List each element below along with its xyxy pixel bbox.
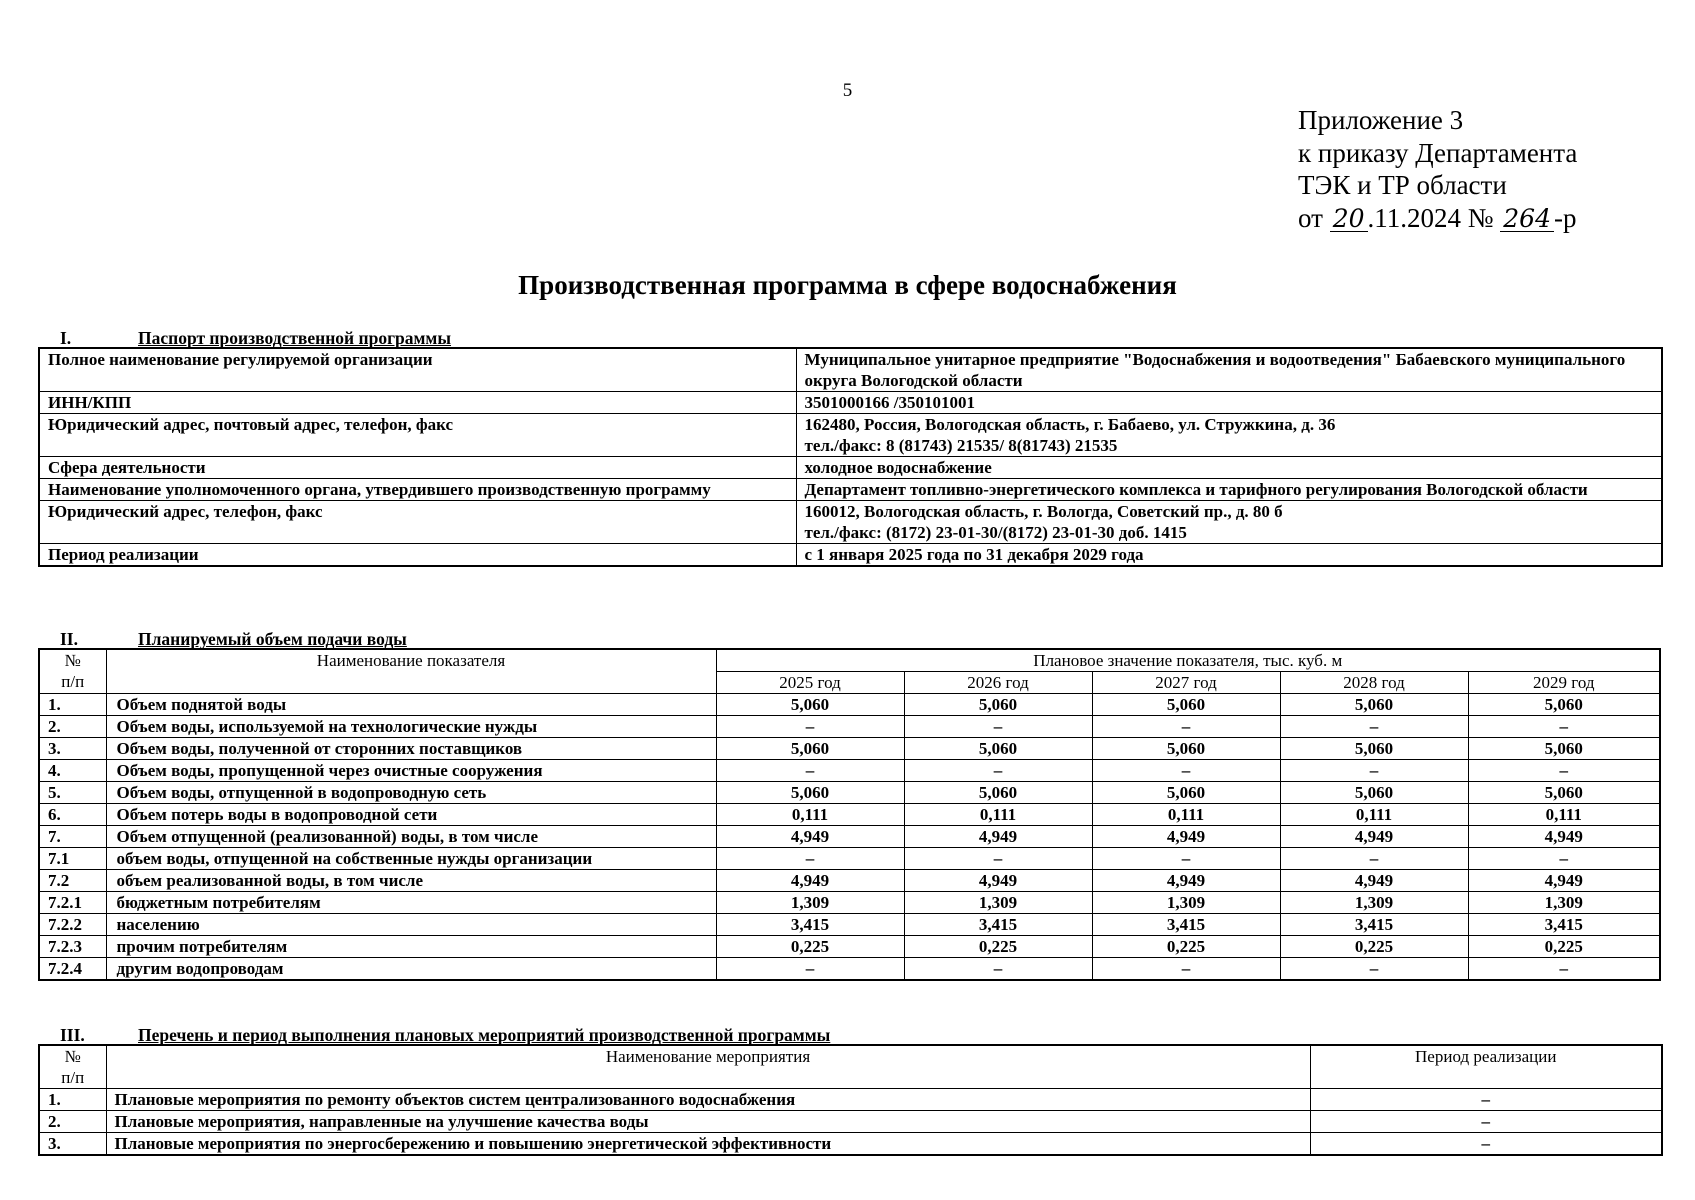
indicator-value: 0,225 bbox=[1280, 936, 1468, 958]
table-row bbox=[39, 760, 1660, 782]
passport-value: с 1 января 2025 года по 31 декабря 2029 года bbox=[796, 544, 1662, 567]
indicator-value: – bbox=[1280, 848, 1468, 870]
indicator-value: 0,111 bbox=[716, 804, 904, 826]
table-row bbox=[39, 958, 1660, 981]
row-number: 7.2.4 bbox=[39, 958, 106, 981]
event-name: Плановые мероприятия, направленные на улучшение качества воды bbox=[106, 1111, 1310, 1133]
indicator-value: – bbox=[904, 716, 1092, 738]
indicator-value: – bbox=[1468, 760, 1660, 782]
address-line: 162480, Россия, Вологодская область, г. Бабаево, ул. Стружкина, д. 36 bbox=[804, 415, 1336, 434]
passport-label: Юридический адрес, телефон, факс bbox=[39, 501, 796, 544]
header-row bbox=[39, 649, 1660, 672]
table-row bbox=[39, 457, 1662, 479]
indicator-value: 5,060 bbox=[1092, 694, 1280, 716]
indicator-name: бюджетным потребителям bbox=[106, 892, 716, 914]
indicator-value: 5,060 bbox=[1468, 738, 1660, 760]
table-row bbox=[39, 716, 1660, 738]
passport-value: холодное водоснабжение bbox=[796, 457, 1662, 479]
handwritten-order-number: 264 bbox=[1500, 207, 1554, 232]
indicator-value: 0,111 bbox=[1092, 804, 1280, 826]
header-row bbox=[39, 1045, 1662, 1089]
indicator-value: 0,225 bbox=[716, 936, 904, 958]
indicator-value: – bbox=[716, 716, 904, 738]
indicator-value: – bbox=[1468, 848, 1660, 870]
indicator-name: другим водопроводам bbox=[106, 958, 716, 981]
indicator-value: 0,225 bbox=[1468, 936, 1660, 958]
indicator-value: 5,060 bbox=[716, 782, 904, 804]
indicator-value: 0,111 bbox=[1468, 804, 1660, 826]
table-row bbox=[39, 544, 1662, 567]
indicator-value: 0,225 bbox=[904, 936, 1092, 958]
row-number: 7.2.1 bbox=[39, 892, 106, 914]
section-2-heading bbox=[60, 629, 407, 650]
order-number-suffix: -р bbox=[1554, 202, 1577, 233]
passport-label: Наименование уполномоченного органа, утвердившего производственную программу bbox=[39, 479, 796, 501]
indicator-value: 4,949 bbox=[1468, 826, 1660, 848]
indicator-value: 3,415 bbox=[1280, 914, 1468, 936]
table-row bbox=[39, 804, 1660, 826]
row-number: 7.2.3 bbox=[39, 936, 106, 958]
passport-label: Юридический адрес, почтовый адрес, телефон, факс bbox=[39, 414, 796, 457]
indicator-value: – bbox=[1092, 848, 1280, 870]
row-number: 2. bbox=[39, 716, 106, 738]
column-header-number: № п/п bbox=[39, 649, 106, 694]
indicator-name: объем воды, отпущенной на собственные нужды организации bbox=[106, 848, 716, 870]
indicator-value: 5,060 bbox=[1092, 738, 1280, 760]
column-header-number: № п/п bbox=[39, 1045, 106, 1089]
passport-value: Муниципальное унитарное предприятие "Водоснабжения и водоотведения" Бабаевского муниципального округа Вологодской области bbox=[796, 348, 1662, 392]
indicator-name: Объем воды, пропущенной через очистные сооружения bbox=[106, 760, 716, 782]
table-row bbox=[39, 870, 1660, 892]
indicator-value: 5,060 bbox=[904, 694, 1092, 716]
indicator-name: Объем воды, полученной от сторонних поставщиков bbox=[106, 738, 716, 760]
passport-label: Полное наименование регулируемой организации bbox=[39, 348, 796, 392]
indicator-value: 0,111 bbox=[904, 804, 1092, 826]
table-row bbox=[39, 892, 1660, 914]
indicator-value: – bbox=[1468, 958, 1660, 981]
row-number: 1. bbox=[39, 694, 106, 716]
appendix-line-3: ТЭК и ТР области bbox=[1298, 170, 1507, 200]
appendix-order-line bbox=[1298, 202, 1577, 235]
passport-value bbox=[796, 414, 1662, 457]
handwritten-day: 20 bbox=[1330, 207, 1368, 232]
table-row bbox=[39, 1111, 1662, 1133]
indicator-value: 5,060 bbox=[1280, 738, 1468, 760]
indicator-name: Объем поднятой воды bbox=[106, 694, 716, 716]
address-line: 160012, Вологодская область, г. Вологда, Советский пр., д. 80 б bbox=[804, 502, 1283, 521]
section-1-heading bbox=[60, 328, 451, 349]
indicator-value: 1,309 bbox=[716, 892, 904, 914]
row-number: 7.2.2 bbox=[39, 914, 106, 936]
section-3-number: III. bbox=[60, 1025, 85, 1045]
indicator-value: 4,949 bbox=[716, 870, 904, 892]
indicator-name: Объем воды, используемой на технологические нужды bbox=[106, 716, 716, 738]
indicator-name: объем реализованной воды, в том числе bbox=[106, 870, 716, 892]
indicator-value: 0,111 bbox=[1280, 804, 1468, 826]
indicator-value: – bbox=[1092, 760, 1280, 782]
indicator-value: 5,060 bbox=[904, 738, 1092, 760]
date-rest: .11.2024 № bbox=[1367, 202, 1494, 233]
indicator-value: 5,060 bbox=[1468, 782, 1660, 804]
indicator-value: – bbox=[716, 760, 904, 782]
indicator-value: 4,949 bbox=[904, 870, 1092, 892]
event-name: Плановые мероприятия по ремонту объектов систем централизованного водоснабжения bbox=[106, 1089, 1310, 1111]
indicator-name: Объем отпущенной (реализованной) воды, в том числе bbox=[106, 826, 716, 848]
indicator-value: 1,309 bbox=[1280, 892, 1468, 914]
water-supply-table bbox=[38, 648, 1661, 981]
indicator-value: 5,060 bbox=[1280, 782, 1468, 804]
section-3-title: Перечень и период выполнения плановых мероприятий производственной программы bbox=[138, 1025, 831, 1045]
passport-value bbox=[796, 501, 1662, 544]
indicator-value: 0,225 bbox=[1092, 936, 1280, 958]
row-number: 2. bbox=[39, 1111, 106, 1133]
row-number: 7.1 bbox=[39, 848, 106, 870]
indicator-value: 4,949 bbox=[1092, 826, 1280, 848]
indicator-value: 4,949 bbox=[1280, 826, 1468, 848]
indicator-value: 1,309 bbox=[1092, 892, 1280, 914]
appendix-reference bbox=[1298, 104, 1577, 234]
indicator-value: 5,060 bbox=[1280, 694, 1468, 716]
column-header-year: 2027 год bbox=[1092, 672, 1280, 694]
section-1-number: I. bbox=[60, 328, 72, 348]
table-row bbox=[39, 738, 1660, 760]
indicator-value: 5,060 bbox=[904, 782, 1092, 804]
indicator-value: 4,949 bbox=[1092, 870, 1280, 892]
indicator-value: 1,309 bbox=[904, 892, 1092, 914]
row-number: 4. bbox=[39, 760, 106, 782]
appendix-line-2: к приказу Департамента bbox=[1298, 137, 1578, 168]
column-header-event: Наименование мероприятия bbox=[106, 1045, 1310, 1089]
passport-label: Сфера деятельности bbox=[39, 457, 796, 479]
document-title: Производственная программа в сфере водоснабжения bbox=[518, 270, 1177, 300]
row-number: 7. bbox=[39, 826, 106, 848]
column-header-period: Период реализации bbox=[1310, 1045, 1662, 1089]
table-row bbox=[39, 782, 1660, 804]
indicator-value: – bbox=[1092, 716, 1280, 738]
column-header-year: 2029 год bbox=[1468, 672, 1660, 694]
table-row bbox=[39, 414, 1662, 457]
indicator-value: 1,309 bbox=[1468, 892, 1660, 914]
planned-events-table bbox=[38, 1044, 1663, 1156]
table-row bbox=[39, 936, 1660, 958]
row-number: 6. bbox=[39, 804, 106, 826]
row-number: 1. bbox=[39, 1089, 106, 1111]
row-number: 3. bbox=[39, 738, 106, 760]
indicator-value: – bbox=[904, 760, 1092, 782]
event-period: – bbox=[1310, 1089, 1662, 1111]
table-row bbox=[39, 914, 1660, 936]
indicator-value: – bbox=[716, 848, 904, 870]
passport-table bbox=[38, 347, 1663, 567]
table-row bbox=[39, 694, 1660, 716]
indicator-value: – bbox=[1280, 716, 1468, 738]
indicator-value: – bbox=[1092, 958, 1280, 981]
indicator-value: 5,060 bbox=[1468, 694, 1660, 716]
indicator-name: населению bbox=[106, 914, 716, 936]
passport-value: Департамент топливно-энергетического комплекса и тарифного регулирования Вологодской области bbox=[796, 479, 1662, 501]
indicator-value: 4,949 bbox=[1468, 870, 1660, 892]
row-number: 3. bbox=[39, 1133, 106, 1156]
indicator-value: 5,060 bbox=[716, 694, 904, 716]
indicator-value: – bbox=[904, 958, 1092, 981]
table-row bbox=[39, 826, 1660, 848]
passport-label: ИНН/КПП bbox=[39, 392, 796, 414]
row-number: 7.2 bbox=[39, 870, 106, 892]
table-row bbox=[39, 1089, 1662, 1111]
indicator-value: 4,949 bbox=[904, 826, 1092, 848]
table-row bbox=[39, 392, 1662, 414]
section-2-number: II. bbox=[60, 629, 78, 649]
indicator-value: – bbox=[1280, 760, 1468, 782]
indicator-value: 3,415 bbox=[904, 914, 1092, 936]
passport-label: Период реализации bbox=[39, 544, 796, 567]
indicator-value: – bbox=[716, 958, 904, 981]
column-header-year: 2025 год bbox=[716, 672, 904, 694]
event-period: – bbox=[1310, 1133, 1662, 1156]
event-period: – bbox=[1310, 1111, 1662, 1133]
table-row bbox=[39, 479, 1662, 501]
section-1-title: Паспорт производственной программы bbox=[138, 328, 452, 348]
indicator-value: 4,949 bbox=[1280, 870, 1468, 892]
table-row bbox=[39, 501, 1662, 544]
indicator-value: – bbox=[904, 848, 1092, 870]
appendix-line-1: Приложение 3 bbox=[1298, 105, 1464, 135]
indicator-value: 3,415 bbox=[1092, 914, 1280, 936]
section-3-heading bbox=[60, 1025, 830, 1046]
indicator-value: – bbox=[1468, 716, 1660, 738]
passport-value: 3501000166 /350101001 bbox=[796, 392, 1662, 414]
column-header-year: 2026 год bbox=[904, 672, 1092, 694]
indicator-value: 5,060 bbox=[716, 738, 904, 760]
phone-line: тел./факс: (8172) 23-01-30/(8172) 23-01-30 доб. 1415 bbox=[804, 523, 1187, 542]
table-row bbox=[39, 1133, 1662, 1156]
date-prefix: от bbox=[1298, 202, 1323, 233]
page-number: 5 bbox=[842, 80, 853, 101]
row-number: 5. bbox=[39, 782, 106, 804]
indicator-name: Объем потерь воды в водопроводной сети bbox=[106, 804, 716, 826]
indicator-value: 4,949 bbox=[716, 826, 904, 848]
table-row bbox=[39, 848, 1660, 870]
indicator-value: 5,060 bbox=[1092, 782, 1280, 804]
indicator-value: 3,415 bbox=[1468, 914, 1660, 936]
table-row bbox=[39, 348, 1662, 392]
column-header-indicator: Наименование показателя bbox=[106, 649, 716, 694]
column-header-plan-value: Плановое значение показателя, тыс. куб. м bbox=[716, 649, 1660, 672]
indicator-value: – bbox=[1280, 958, 1468, 981]
phone-line: тел./факс: 8 (81743) 21535/ 8(81743) 21535 bbox=[804, 436, 1118, 455]
column-header-year: 2028 год bbox=[1280, 672, 1468, 694]
event-name: Плановые мероприятия по энергосбережению и повышению энергетической эффективности bbox=[106, 1133, 1310, 1156]
indicator-name: прочим потребителям bbox=[106, 936, 716, 958]
indicator-value: 3,415 bbox=[716, 914, 904, 936]
section-2-title: Планируемый объем подачи воды bbox=[138, 629, 407, 649]
indicator-name: Объем воды, отпущенной в водопроводную сеть bbox=[106, 782, 716, 804]
